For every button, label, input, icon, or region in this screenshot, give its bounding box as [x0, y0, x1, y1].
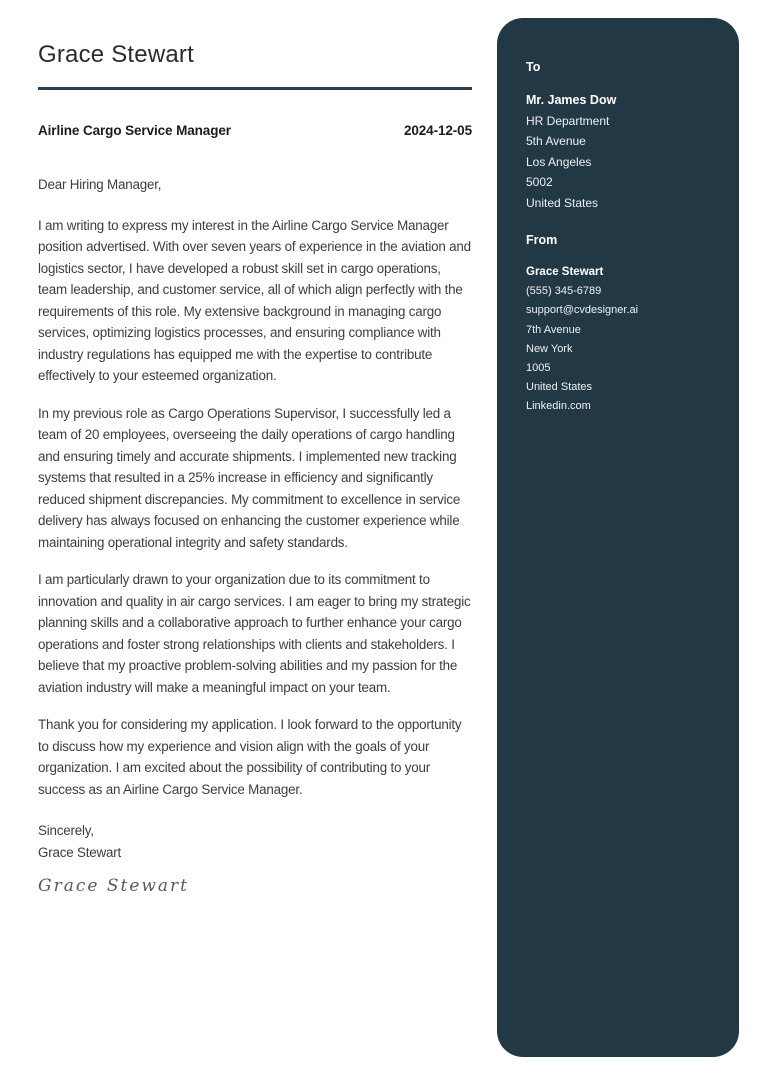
to-heading: To [526, 60, 541, 74]
contact-sidebar [497, 18, 739, 1057]
recipient-postcode: 5002 [526, 175, 553, 189]
sender-postcode: 1005 [526, 362, 551, 375]
sender-city: New York [526, 342, 573, 355]
job-title: Airline Cargo Service Manager [38, 123, 231, 138]
sender-email: support@cvdesigner.ai [526, 304, 639, 317]
sender-country: United States [526, 381, 593, 394]
letter-paragraph-3: I am particularly drawn to your organization due to its commitment to innovation and quality in air cargo services. I am eager to bring my strategic planning skills and a collaborative approach to further enhance your cargo operations and foster strong relationships with clients and stakeholders. I believe that my proactive problem-solving abilities and my passion for the aviation industry will make a meaningful impact on your team. [38, 572, 471, 695]
closing-block [38, 820, 472, 863]
recipient-country: United States [526, 195, 599, 210]
letter-paragraph-4: Thank you for considering my application. I look forward to the opportunity to discuss how my experience and vision align with the goals of your organization. I am excited about the possibility of contributing to your success as an Airline Cargo Service Manager. [38, 717, 462, 797]
page-title: Grace Stewart [38, 41, 194, 68]
letter-date: 2024-12-05 [403, 123, 472, 138]
letter-paragraph-1: I am writing to express my interest in the Airline Cargo Service Manager position advertised. With over seven years of experience in the aviation and logistics sector, I have developed a robust skill set in cargo operations, team leadership, and customer service, all of which align perfectly with the requirements of this role. My extensive background in managing cargo services, optimizing logistics processes, and ensuring compliance with industry regulations has equipped me with the expertise to contribute effectively to your esteemed organization. [38, 217, 471, 383]
closing-salutation: Sincerely, [38, 823, 94, 838]
sender-street: 7th Avenue [526, 323, 581, 336]
header-divider [38, 87, 472, 90]
closing-name: Grace Stewart [38, 844, 121, 860]
sender-linkedin: Linkedin.com [526, 400, 591, 413]
letter-paragraph-2: In my previous role as Cargo Operations Supervisor, I successfully led a team of 20 employees, overseeing the daily operations of cargo handling and ensuring timely and accurate shipments. I implemented new tracking systems that resulted in a 25% increase in efficiency and significantly reduced shipment discrepancies. My commitment to excellence in service delivery has always focused on enhancing the customer experience while maintaining operational integrity and safety standards. [38, 405, 461, 550]
greeting: Dear Hiring Manager, [38, 177, 162, 192]
recipient-city: Los Angeles [526, 154, 592, 169]
sender-phone: (555) 345-6789 [526, 285, 602, 298]
letter-main [38, 0, 472, 896]
sender-name: Grace Stewart [526, 266, 604, 278]
recipient-department: HR Department [526, 113, 610, 128]
recipient-street: 5th Avenue [526, 134, 586, 148]
job-title-row [38, 123, 472, 139]
from-heading: From [526, 233, 558, 247]
handwritten-signature: Grace Stewart [38, 876, 190, 896]
recipient-name: Mr. James Dow [526, 93, 617, 107]
